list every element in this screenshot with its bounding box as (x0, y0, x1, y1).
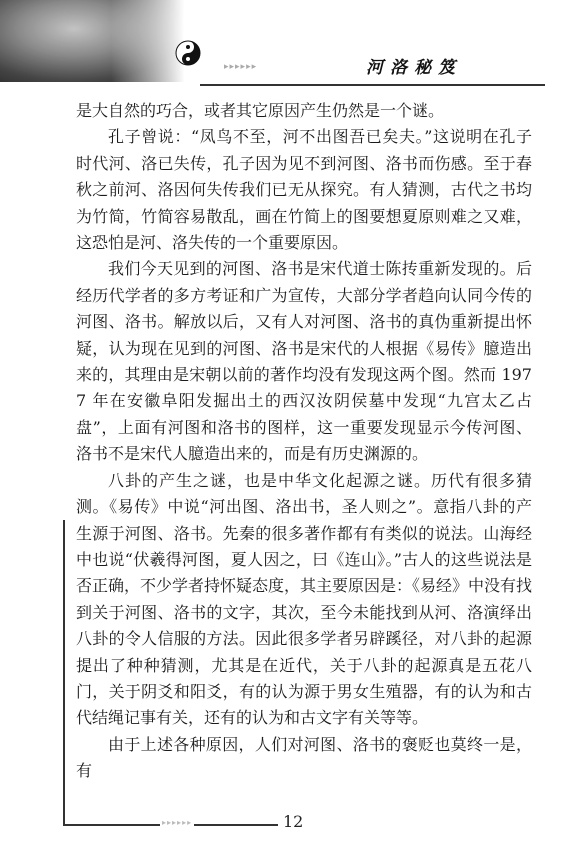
page-number: 12 (283, 812, 304, 831)
running-header-title: 河洛秘笈 (366, 58, 462, 78)
paragraph: 我们今天见到的河图、洛书是宋代道士陈抟重新发现的。后经历代学者的多方考证和广为宣传，大部分学者趋向认同今传的河图、洛书。解放以后，又有人对河图、洛书的真伪重新提出怀疑，认为现在见到的河图、洛书是宋代的人根据《易传》臆造出来的，其理由是宋朝以前的著作均没有发现这两个图。然而 1977 年在安徽阜阳发掘出土的西汉汝阴侯墓中发现“九宫太乙占盘”，上面有河图和洛书的图样，这一重要发现显示今传河图、洛书不是宋代人臆造出来的，而是有历史渊源的。 (76, 259, 532, 464)
header-divider (200, 84, 545, 86)
body-text (76, 98, 532, 785)
header-landscape-image (0, 0, 185, 82)
yin-yang-icon (175, 40, 201, 66)
header-decorative-dots: ▸▸▸▸▸▸ (224, 62, 258, 72)
paragraph: 是大自然的巧合，或者其它原因产生仍然是一个谜。 (76, 101, 445, 120)
paragraph: 八卦的产生之谜，也是中华文化起源之谜。历代有很多猜测。《易传》中说“河出图、洛出书，圣人则之”。意指八卦的产生源于河图、洛书。先秦的很多著作都有有类似的说法。山海经中也说“伏羲得河图，夏人因之，曰《连山》。”古人的这些说法是否正确，不少学者持怀疑态度，其主要原因是：《易经》中没有找到关于河图、洛书的文字，其次，至今未能找到从河、洛演绎出八卦的令人信服的方法。因此很多学者另辟蹊径，对八卦的起源提出了种种猜测，尤其是在近代，关于八卦的起源真是五花八门，关于阴爻和阳爻，有的认为源于男女生殖器，有的认为和古代结绳记事有关，还有的认为和古文字有关等等。 (76, 470, 533, 728)
paragraph: 孔子曾说：“凤鸟不至，河不出图吾已矣夫。”这说明在孔子时代河、洛已失传，孔子因为见不到河图、洛书而伤感。至于春秋之前河、洛因何失传我们已无从探究。有人猜测，古代之书均为竹简，竹简容易散乱，画在竹简上的图要想夏原则难之又难，这恐怕是河、洛失传的一个重要原因。 (76, 127, 532, 253)
paragraph: 由于上述各种原因，人们对河图、洛书的褒贬也莫终一是，有 (76, 734, 532, 781)
left-margin-rule (63, 520, 65, 825)
footer-decorative-dots: ▸▸▸▸▸▸ (162, 818, 193, 827)
